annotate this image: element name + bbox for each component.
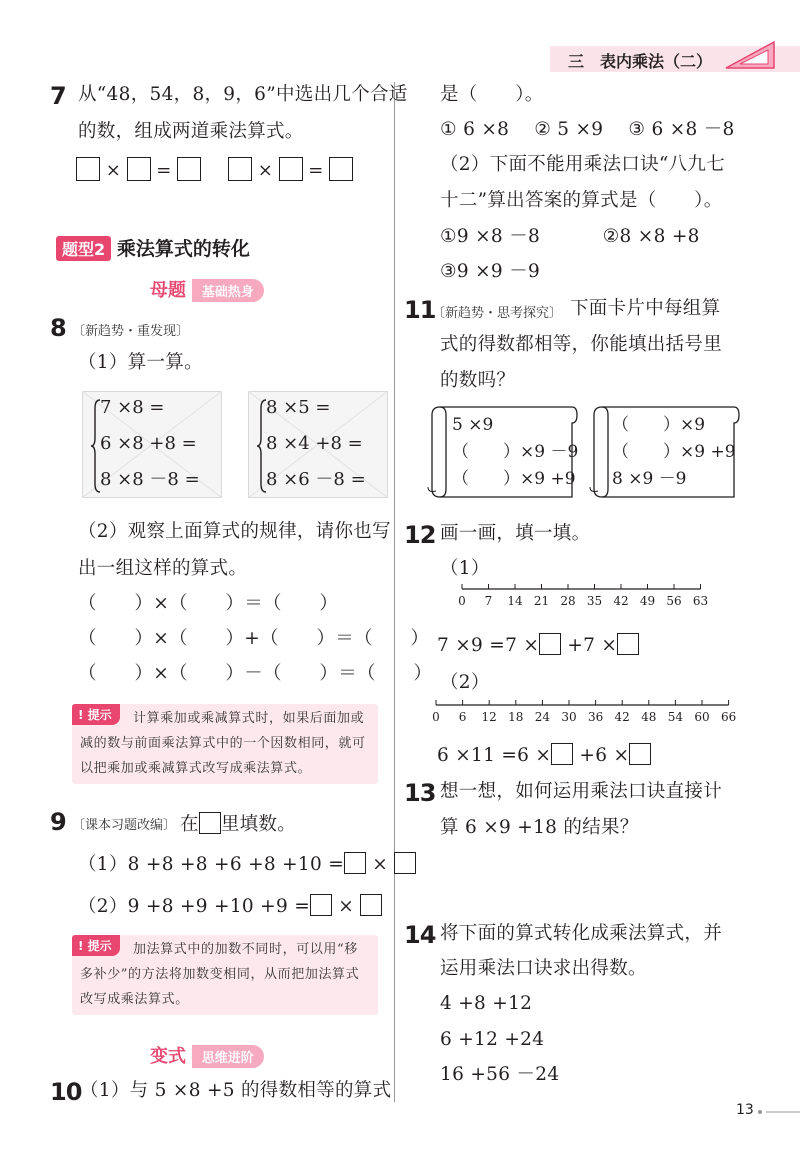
q9-tag: 〔课本习题改编〕 <box>72 818 177 833</box>
exclamation-icon: ! <box>78 939 84 953</box>
number-line-label: 48 <box>641 710 657 724</box>
answer-box[interactable] <box>629 743 651 765</box>
number-line-label: 0 <box>432 710 440 724</box>
answer-box[interactable] <box>279 157 303 181</box>
q9-line-2: （2）9 +8 +9 +10 +9 = × <box>78 894 382 917</box>
number-line-label: 7 <box>484 594 493 608</box>
expression[interactable]: （ ）×9 <box>612 415 706 435</box>
expression[interactable]: （ ）×9 －9 <box>452 442 579 462</box>
q10-options-1: ① 6 ×8 ② 5 ×9 ③ 6 ×8 －8 <box>440 119 735 140</box>
q8-part2-line-2: 出一组这样的算式。 <box>78 558 248 579</box>
hint-1-line-3: 以把乘加或乘减算式改写成乘法算式。 <box>80 761 312 776</box>
hint-label: ! 提示 <box>72 935 120 956</box>
expression: 8 ×4 +8 = <box>266 433 363 454</box>
number-line-label: 35 <box>586 594 603 608</box>
q13-line-2: 算 6 ×9 +18 的结果？ <box>440 817 639 838</box>
hint-2-line-2: 多补少”的方法将加数变相同，从而把加法算式 <box>80 967 360 982</box>
q10-options-2: ①9 ×8 －8 ②8 ×8 +8 <box>440 226 700 247</box>
q12-part-2-label: （2） <box>440 672 490 693</box>
q8-part2-line-1: （2）观察上面算式的规律，请你也写 <box>78 521 391 542</box>
question-number-11: 11 <box>404 296 436 324</box>
expression: 8 ×8 －8 = <box>100 469 200 490</box>
q8-part1: （1）算一算。 <box>78 352 203 373</box>
question-number-8: 8 <box>50 314 66 342</box>
q13-line-1: 想一想，如何运用乘法口诀直接计 <box>440 781 723 802</box>
q8-card-1-expressions <box>100 390 200 498</box>
q7-line-1: 从“48，54，8，9，6”中选出几个合适 <box>78 84 408 105</box>
q10-option-3: ③9 ×9 －9 <box>440 261 541 282</box>
q8-blank-row-3[interactable]: （ ）×（ ）－（ ）＝（ ） <box>78 663 433 684</box>
answer-box[interactable] <box>76 157 100 181</box>
variant-tag: 思维进阶 <box>192 1045 264 1068</box>
q14-expression-1: 4 +8 +12 <box>440 993 533 1014</box>
q10-line-2: 是（ ）。 <box>440 84 544 105</box>
q7-line-2: 的数，组成两道乘法算式。 <box>78 121 304 142</box>
answer-box[interactable] <box>551 743 573 765</box>
answer-box[interactable] <box>360 894 382 916</box>
number-line-label: 12 <box>481 710 497 724</box>
expression: 7 ×8 = <box>100 397 165 418</box>
number-line-1 <box>448 583 718 615</box>
q8-card-2-expressions <box>266 390 366 498</box>
number-line-label: 42 <box>614 710 630 724</box>
section-title: 乘法算式的转化 <box>116 238 250 260</box>
q9-line-1: （1）8 +8 +8 +6 +8 +10 = × <box>78 852 416 875</box>
equals-sign: = <box>156 160 172 181</box>
variant-title: 变式 <box>150 1046 186 1067</box>
answer-box[interactable] <box>329 157 353 181</box>
answer-box[interactable] <box>127 157 151 181</box>
question-number-7: 7 <box>50 82 66 110</box>
answer-box[interactable] <box>228 157 252 181</box>
times-sign: × <box>257 160 273 181</box>
number-line-label: 30 <box>561 710 577 724</box>
number-line-label: 42 <box>613 594 629 608</box>
answer-box[interactable] <box>177 157 201 181</box>
q10-line-3: （2）下面不能用乘法口诀“八九七 <box>440 154 726 175</box>
column-divider <box>394 82 395 1102</box>
mother-label: 母题 <box>150 280 186 301</box>
hint-label: ! 提示 <box>72 704 120 725</box>
number-line-label: 24 <box>534 710 551 724</box>
q14-line-1: 将下面的算式转化成乘法算式，并 <box>440 923 723 944</box>
q11-card-1-expressions <box>452 412 578 493</box>
chapter-title: 三 表内乘法（二） <box>568 52 713 71</box>
expression[interactable]: （ ）×9 +9 <box>452 469 576 489</box>
expression: 8 ×9 －9 <box>612 469 687 489</box>
q14-expression-2: 6 +12 +24 <box>440 1029 545 1050</box>
number-line-label: 63 <box>692 594 709 608</box>
times-sign: × <box>105 160 121 181</box>
mother-tag: 基础热身 <box>192 279 264 302</box>
q12-equation-2: 6 ×11 =6 × +6 × <box>437 743 651 766</box>
question-number-9: 9 <box>50 808 66 836</box>
question-number-12: 12 <box>404 521 436 549</box>
question-number-14: 14 <box>404 921 436 949</box>
variant-label <box>150 1042 264 1068</box>
q14-line-2: 运用乘法口诀求出得数。 <box>440 958 647 979</box>
q9-prompt: 在 里填数。 <box>180 814 297 835</box>
number-line-2 <box>426 699 746 731</box>
expression: 5 ×9 <box>452 415 494 435</box>
expression: 6 ×8 +8 = <box>100 433 197 454</box>
mother-problem-label <box>150 276 264 302</box>
equals-sign: = <box>308 160 324 181</box>
question-number-10: 10 <box>50 1078 82 1106</box>
q8-tag: 〔新趋势・重发现〕 <box>72 324 190 339</box>
number-line-label: 60 <box>694 710 710 724</box>
answer-box[interactable] <box>394 852 416 874</box>
number-line-label: 66 <box>720 710 737 724</box>
number-line-label: 28 <box>560 594 576 608</box>
answer-box-example <box>199 812 221 834</box>
expression: 8 ×5 = <box>266 397 331 418</box>
number-line-label: 54 <box>667 710 684 724</box>
hint-1-line-2: 减的数与前面乘法算式中的一个因数相同，就可 <box>80 736 366 751</box>
section-heading <box>56 234 250 261</box>
number-line-label: 56 <box>666 594 682 608</box>
number-line-label: 21 <box>533 594 550 608</box>
number-line-label: 49 <box>639 594 656 608</box>
hint-2-line-1: 加法算式中的加数不同时，可以用“移 <box>133 942 358 957</box>
number-line-label: 36 <box>587 710 604 724</box>
q12-title: 画一画，填一填。 <box>440 523 591 544</box>
q11-tag: 〔新趋势・思考探究〕 <box>432 306 563 321</box>
ruler-triangle-icon <box>722 38 778 72</box>
q12-equation-1: 7 ×9 =7 × +7 × <box>437 633 639 656</box>
q8-blank-row-2[interactable]: （ ）×（ ）+（ ）＝（ ） <box>78 628 430 649</box>
q14-expression-3: 16 +56 －24 <box>440 1064 560 1085</box>
q10-line-1: （1）与 5 ×8 +5 的得数相等的算式 <box>80 1080 392 1101</box>
page-number: 13 <box>736 1102 754 1118</box>
question-number-13: 13 <box>404 779 436 807</box>
section-badge: 题型2 <box>56 236 111 261</box>
q7-equation-1 <box>76 157 201 181</box>
number-line-label: 6 <box>458 710 467 724</box>
q11-card-2-expressions <box>612 412 736 493</box>
answer-box[interactable] <box>310 894 332 916</box>
q11-line-2: 式的得数都相等，你能填出括号里 <box>440 334 723 355</box>
q11-line-3: 的数吗？ <box>440 370 516 391</box>
hint-1-line-1: 计算乘加或乘减算式时，如果后面加或 <box>133 711 365 726</box>
q11-line-1: 下面卡片中每组算 <box>570 298 721 319</box>
expression[interactable]: （ ）×9 +9 <box>612 442 736 462</box>
number-line-label: 14 <box>507 594 523 608</box>
hint-2-line-3: 改写成乘法算式。 <box>80 992 189 1007</box>
q8-blank-row-1[interactable]: （ ）×（ ）＝（ ） <box>78 593 339 614</box>
q7-equation-2 <box>228 157 353 181</box>
q12-part-1-label: （1） <box>440 558 490 579</box>
expression: 8 ×6 －8 = <box>266 469 366 490</box>
answer-box[interactable] <box>539 633 561 655</box>
q10-line-4: 十二”算出答案的算式是（ ）。 <box>440 190 723 211</box>
footer-line <box>766 1111 800 1113</box>
footer-dot <box>758 1110 762 1114</box>
answer-box[interactable] <box>617 633 639 655</box>
exclamation-icon: ! <box>78 708 84 722</box>
number-line-label: 0 <box>458 594 466 608</box>
answer-box[interactable] <box>344 852 366 874</box>
number-line-label: 18 <box>508 710 524 724</box>
